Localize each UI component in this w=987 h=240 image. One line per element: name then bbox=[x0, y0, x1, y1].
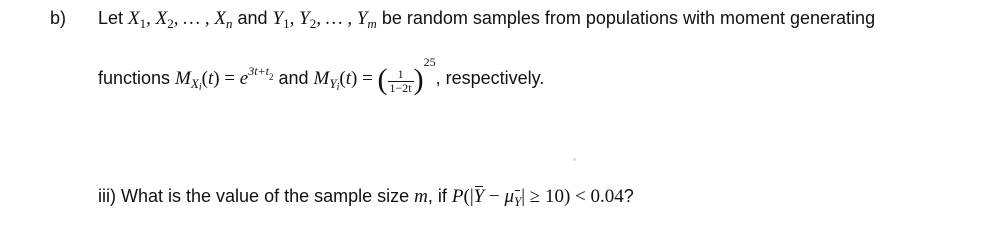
stray-mark bbox=[573, 158, 576, 161]
line2-text-and: and bbox=[273, 68, 314, 88]
x-sample-sequence: $X_1$, $X_2$, … , $X_n$ bbox=[128, 8, 233, 31]
mgf-y-power: 25 bbox=[423, 55, 436, 69]
question-label: iii) bbox=[98, 186, 116, 206]
y-sample-sequence: $Y_1$, $Y_2$, … , $Y_m$ bbox=[272, 8, 377, 31]
sample-size-variable: m bbox=[414, 186, 428, 207]
part-label: b) bbox=[50, 8, 67, 28]
condition-threshold: 10 bbox=[544, 186, 564, 207]
condition-probability: 0.04 bbox=[590, 186, 624, 207]
mgf-x-expression: $M_{Xi}(t) = e^{3t+t2}$ bbox=[175, 64, 274, 93]
problem-line-2 bbox=[98, 50, 544, 100]
line2-text-functions: functions bbox=[98, 68, 176, 88]
line1-text-let: Let bbox=[98, 8, 129, 28]
fraction-denominator: 1−2t bbox=[389, 81, 412, 95]
line2-text-respectively: , respectively. bbox=[435, 68, 545, 88]
fraction-numerator: 1 bbox=[388, 68, 414, 82]
mgf-y-fraction bbox=[388, 68, 414, 95]
problem-line-1 bbox=[98, 6, 875, 36]
question-line bbox=[98, 184, 634, 214]
question-text: What is the value of the sample size bbox=[116, 186, 415, 206]
mgf-x-exponent: 3t+t bbox=[248, 64, 269, 78]
question-mid: , if bbox=[427, 186, 452, 206]
line1-text-rest: be random samples from populations with moment generating bbox=[376, 8, 876, 28]
mgf-y-expression: $M_{Yi}(t)$ = ( $\frac{1}{1-2t}$ )$^{25}$ bbox=[313, 55, 436, 96]
question-end: ? bbox=[623, 186, 634, 206]
probability-condition: $P(|Y - \mu_Y| \ge 10) < 0.04$ bbox=[452, 186, 624, 207]
line1-text-and: and bbox=[232, 8, 273, 28]
